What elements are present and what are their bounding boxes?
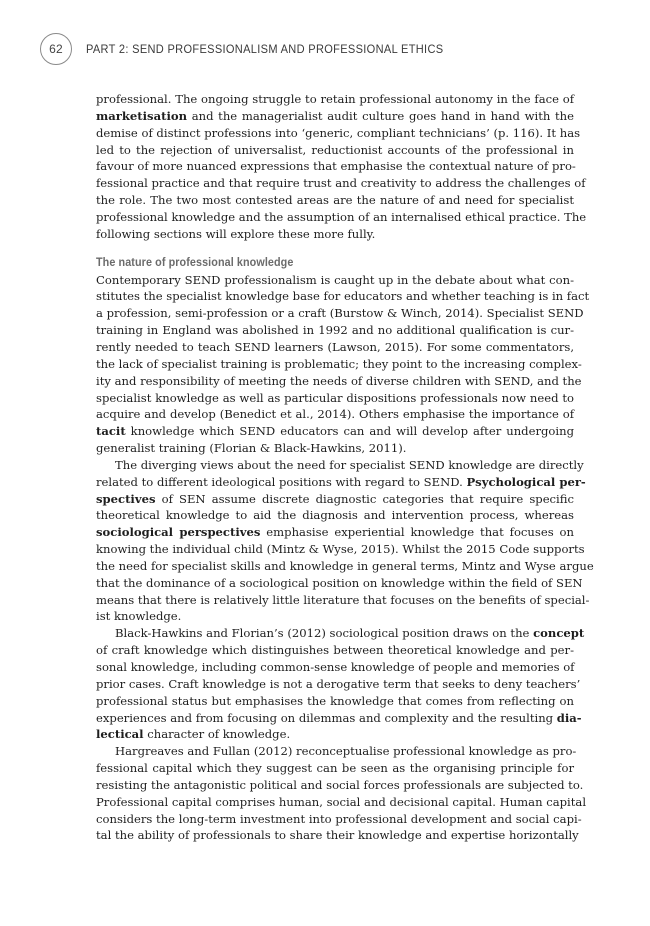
paragraph-4: [96, 625, 585, 743]
bold-term: dia-: [556, 710, 582, 725]
bold-term: lectical: [96, 727, 144, 742]
text-line: of craft knowledge which distinguishes between theoretical knowledge and per-: [96, 643, 574, 658]
paragraph-3: [96, 457, 594, 625]
bold-term: sociological perspectives: [96, 525, 261, 540]
paragraph-5: [96, 743, 587, 844]
bold-term: tacit: [96, 424, 126, 439]
section-heading: The nature of professional knowledge: [96, 255, 294, 269]
text-line: ist knowledge.: [96, 609, 182, 624]
text-line: means that there is relatively little literature that focuses on the benefits of special-: [96, 592, 590, 607]
page-header: [40, 32, 475, 66]
text-line: marketisation and the managerialist audit culture goes hand in hand with the: [96, 108, 574, 123]
text-line: following sections will explore these more fully.: [96, 226, 376, 241]
text-line: the role. The two most contested areas are the nature of and need for specialist: [96, 193, 574, 208]
text-line: led to the rejection of universalist, reductionist accounts of the professional in: [96, 142, 574, 157]
text-line: tacit knowledge which SEND educators can and will develop after undergoing: [96, 424, 574, 439]
text-line: professional knowledge and the assumption of an internalised ethical practice. The: [96, 209, 587, 224]
text-line: knowing the individual child (Mintz & Wyse, 2015). Whilst the 2015 Code supports: [96, 542, 585, 557]
body-text: [96, 91, 594, 844]
text-line: sociological perspectives emphasise experiential knowledge that focuses on: [96, 525, 574, 540]
text-line: generalist training (Florian & Black-Hawkins, 2011).: [96, 441, 407, 456]
bold-term: spectives: [96, 491, 156, 506]
running-head: PART 2: SEND PROFESSIONALISM AND PROFESSIONAL ETHICS: [86, 42, 444, 56]
text-line: prior cases. Craft knowledge is not a derogative term that seeks to deny teachers’: [96, 676, 581, 691]
text-line: related to different ideological positions with regard to SEND. Psychological per-: [96, 474, 586, 489]
text-line: training in England was abolished in 1992 and no additional qualification is cur-: [96, 323, 574, 338]
bold-term: concept: [533, 626, 585, 641]
text-line: professional. The ongoing struggle to retain professional autonomy in the face of: [96, 92, 574, 106]
text-line: specialist knowledge as well as particular dispositions professionals now need to: [96, 390, 574, 405]
bold-term: Psychological per-: [466, 474, 586, 489]
text-line: demise of distinct professions into ‘generic, compliant technicians’ (p. 116). It has: [96, 125, 581, 140]
text-line: experiences and from focusing on dilemmas and complexity and the resulting dia-: [96, 710, 582, 725]
text-line: considers the long-term investment into professional development and social capi-: [96, 811, 582, 826]
page-number-badge: [40, 33, 72, 65]
text-line: professional status but emphasises the knowledge that comes from reflecting on: [96, 693, 574, 708]
paragraph-2: [96, 272, 590, 457]
text-line: resisting the antagonistic political and social forces professionals are subjected to.: [96, 777, 584, 792]
text-line: a profession, semi-profession or a craft (Burstow & Winch, 2014). Specialist SEND: [96, 306, 584, 321]
text-line: Professional capital comprises human, social and decisional capital. Human capital: [96, 794, 587, 809]
page-number: 62: [49, 42, 63, 56]
text-line: fessional practice and that require trust and creativity to address the challenges of: [96, 176, 586, 191]
text-line: Contemporary SEND professionalism is caught up in the debate about what con-: [96, 272, 574, 287]
text-line: lectical character of knowledge.: [96, 727, 291, 742]
text-line: acquire and develop (Benedict et al., 2014). Others emphasise the importance of: [96, 407, 574, 422]
text-line: tal the ability of professionals to share their knowledge and expertise horizontally: [96, 828, 579, 843]
text-line: fessional capital which they suggest can be seen as the organising principle for: [96, 761, 574, 776]
text-line: The diverging views about the need for specialist SEND knowledge are directly: [115, 457, 584, 472]
text-line: ity and responsibility of meeting the needs of diverse children with SEND, and the: [96, 373, 582, 388]
text-line: spectives of SEN assume discrete diagnostic categories that require specific: [96, 491, 574, 506]
bold-term: marketisation: [96, 108, 188, 123]
text-line: stitutes the specialist knowledge base for educators and whether teaching is in fact: [96, 289, 590, 304]
text-line: that the dominance of a sociological position on knowledge within the field of SEN: [96, 575, 583, 590]
text-line: the lack of specialist training is problematic; they point to the increasing complex-: [96, 356, 582, 371]
text-line: favour of more nuanced expressions that emphasise the contextual nature of pro-: [96, 159, 576, 174]
text-line: sonal knowledge, including common-sense knowledge of people and memories of: [96, 660, 575, 674]
paragraph-1: [96, 91, 587, 243]
text-line: Black-Hawkins and Florian’s (2012) sociological position draws on the concept: [115, 626, 585, 641]
text-line: Hargreaves and Fullan (2012) reconceptualise professional knowledge as pro-: [115, 744, 577, 759]
text-line: rently needed to teach SEND learners (Lawson, 2015). For some commentators,: [96, 339, 574, 354]
text-line: theoretical knowledge to aid the diagnosis and intervention process, whereas: [96, 508, 574, 523]
text-line: the need for specialist skills and knowledge in general terms, Mintz and Wyse argue: [96, 558, 594, 573]
